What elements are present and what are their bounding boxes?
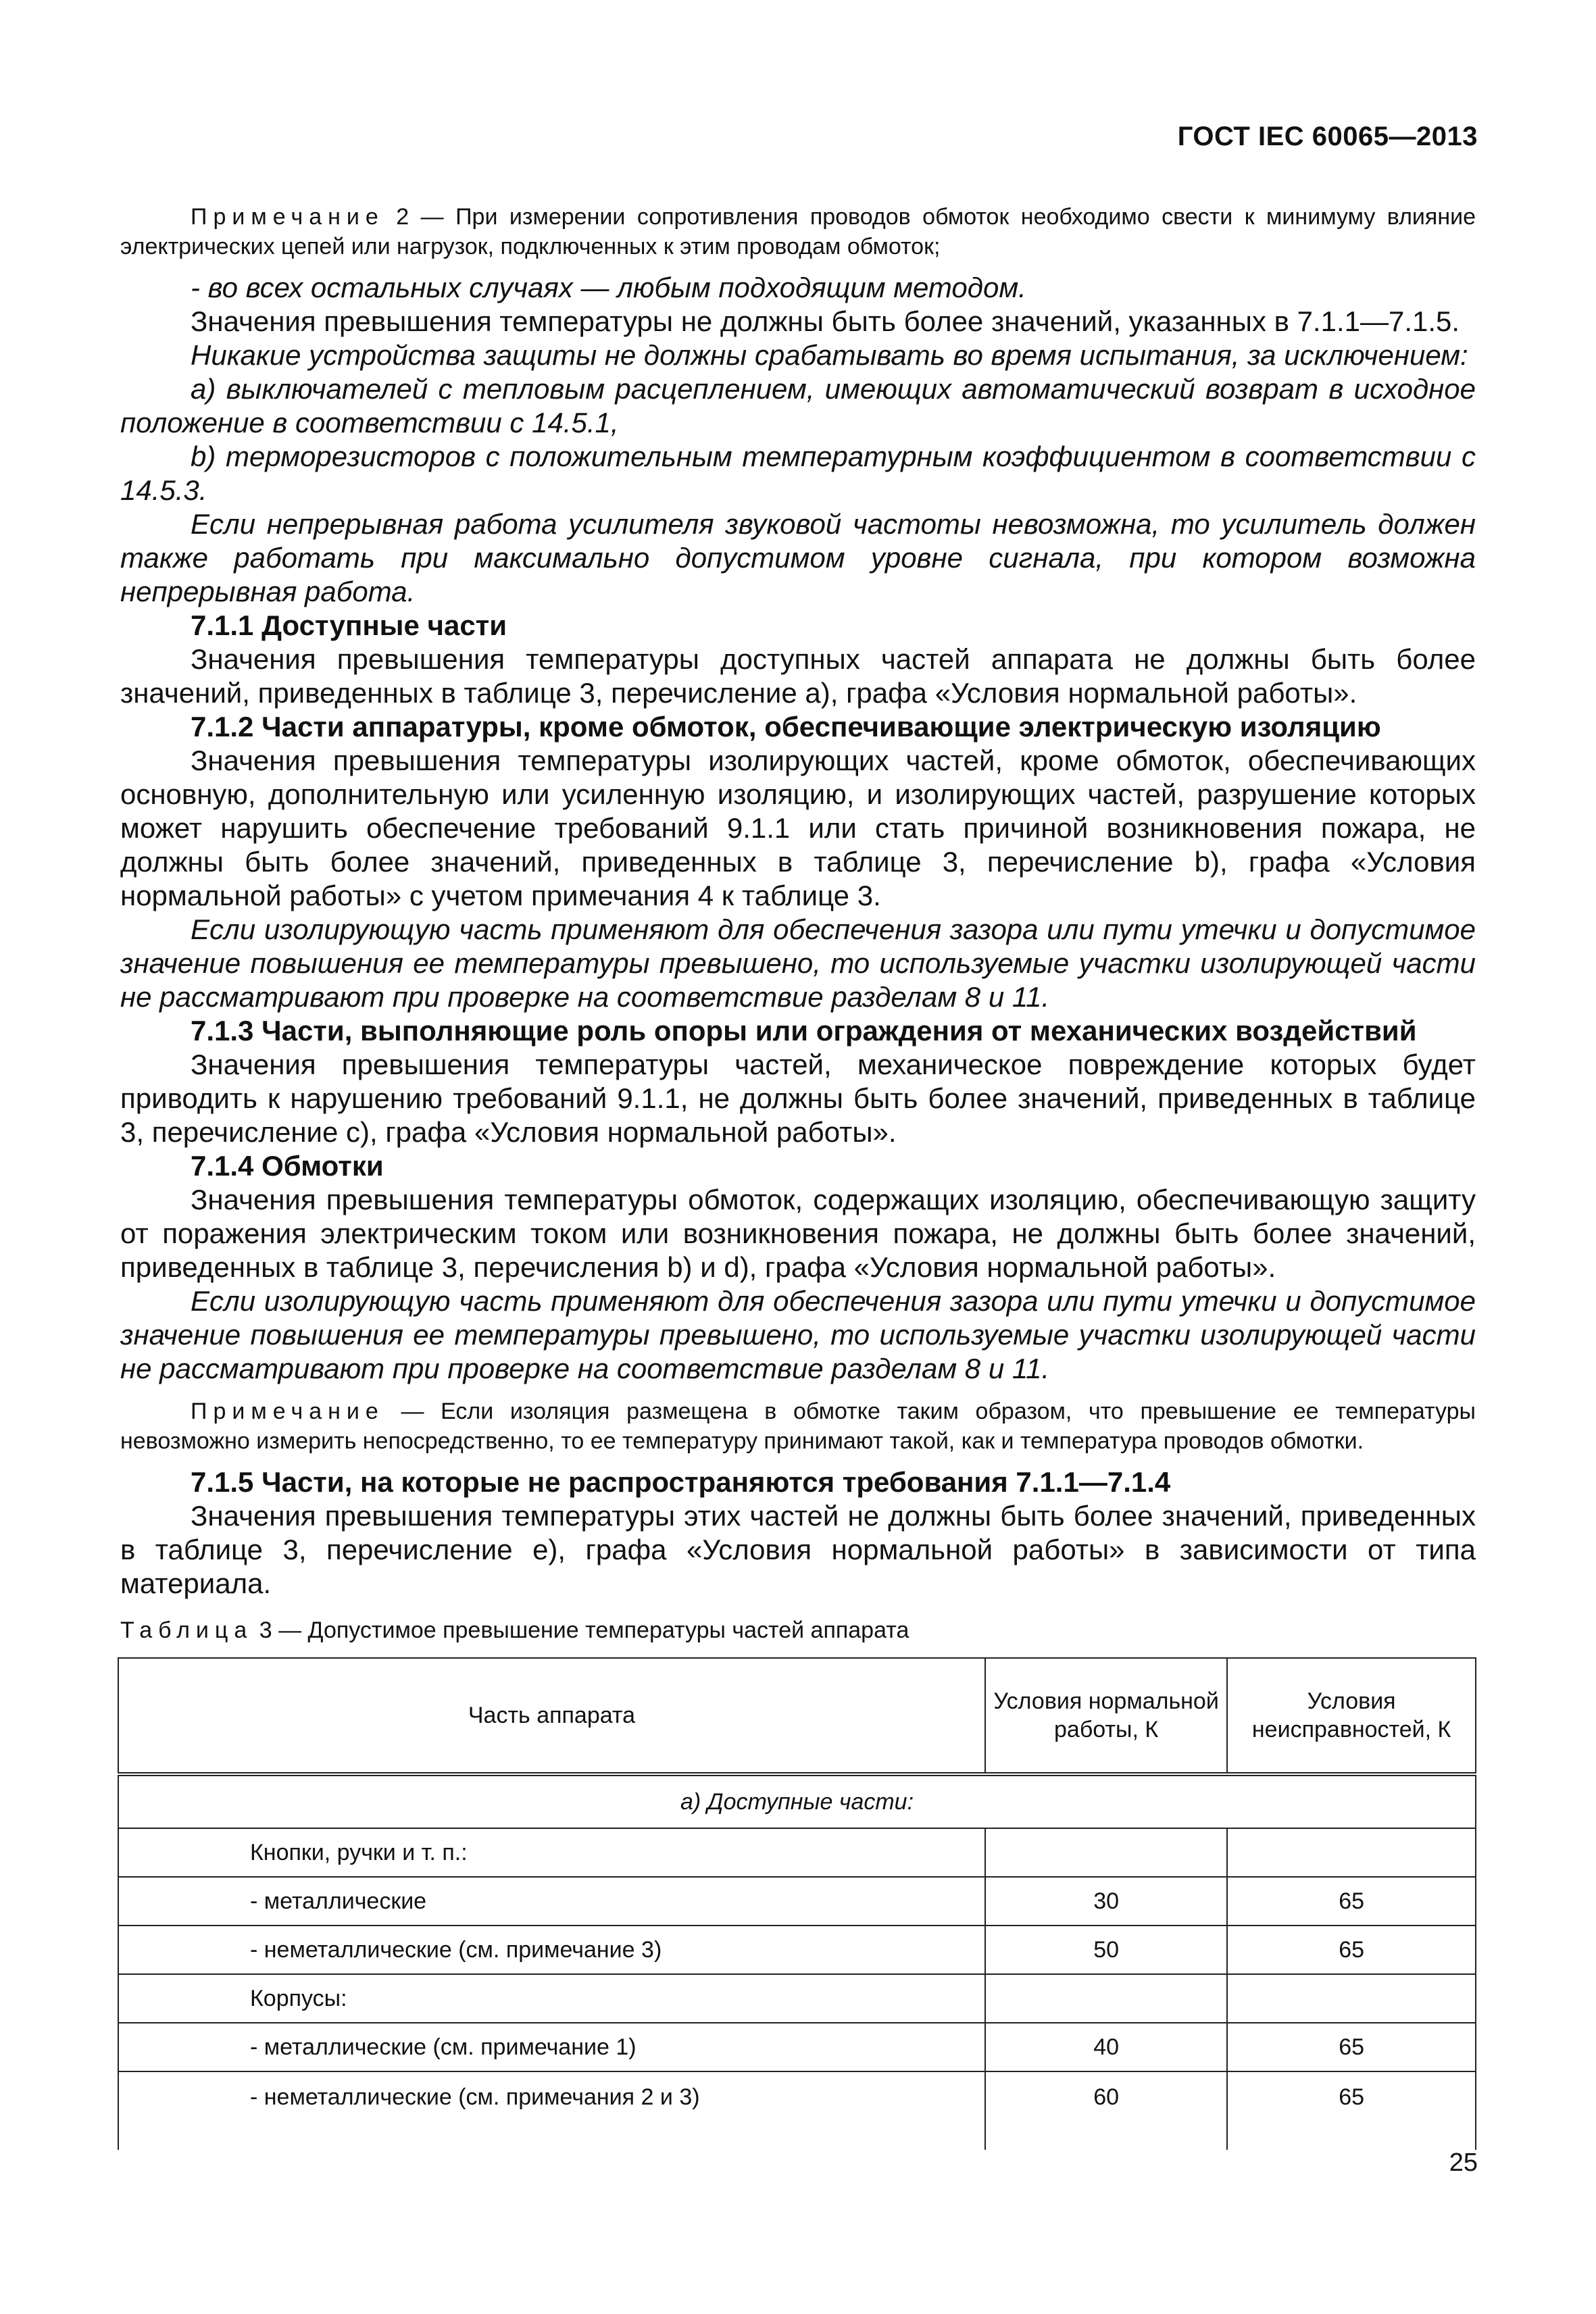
table-cell-normal: 40 bbox=[985, 2023, 1227, 2071]
paragraph: Значения превышения температуры обмоток, содержащих изоляцию, обеспечивающую защиту от поражения электрическим током или возникновения пожара, не должны быть более значений, приведенных в таблице 3, перечисления b) и d), графа «Условия нормальной работы». bbox=[120, 1184, 1476, 1283]
section-heading-7-1-5: 7.1.5 Части, на которые не распространяются требования 7.1.1—7.1.4 bbox=[191, 1466, 1171, 1498]
table-cell-normal: 60 bbox=[985, 2071, 1227, 2150]
table-cell-fault: 65 bbox=[1227, 2071, 1476, 2150]
paragraph: Значения превышения температуры этих частей не должны быть более значений, приведенных в таблице 3, перечисление е), графа «Условия нормальной работы» в зависимости от типа материала. bbox=[120, 1500, 1476, 1599]
table-cell-part: - неметаллические (см. примечание 3) bbox=[118, 1926, 985, 1974]
paragraph: b) терморезисторов с положительным температурным коэффициентом в соответствии с 14.5.3. bbox=[120, 441, 1476, 506]
page-number: 25 bbox=[1449, 2148, 1478, 2177]
table-cell-part: - неметаллические (см. примечания 2 и 3) bbox=[118, 2071, 985, 2150]
paragraph: Если непрерывная работа усилителя звуковой частоты невозможна, то усилитель должен также работать при максимально допустимом уровне сигнала, при котором возможна непрерывная работа. bbox=[120, 508, 1476, 607]
table-cell-fault: 65 bbox=[1227, 1877, 1476, 1926]
table-cell-part: Кнопки, ручки и т. п.: bbox=[118, 1828, 985, 1877]
table-row bbox=[118, 1974, 1476, 2023]
note-text: 2 — При измерении сопротивления проводов обмоток необходимо свести к минимуму влияние электрических цепей или нагрузок, подключенных к этим проводам обмоток; bbox=[120, 204, 1476, 259]
table-cell-part: - металлические bbox=[118, 1877, 985, 1926]
table-cell-normal: 50 bbox=[985, 1926, 1227, 1974]
table-cell-normal bbox=[985, 1974, 1227, 2023]
section-heading-7-1-1: 7.1.1 Доступные части bbox=[191, 609, 507, 641]
note-label: Примечание bbox=[191, 204, 384, 230]
table-cell-fault bbox=[1227, 1828, 1476, 1877]
table-cell-normal bbox=[985, 1828, 1227, 1877]
table-cell-fault bbox=[1227, 1974, 1476, 2023]
paragraph: Если изолирующую часть применяют для обеспечения зазора или пути утечки и допустимое значение повышения ее температуры превышено, то используемые участки изолирующей части не рассматривают при проверке на соответствие разделам 8 и 11. bbox=[120, 913, 1476, 1013]
column-header-normal: Условия нормальной работы, К bbox=[985, 1658, 1227, 1774]
note-label: Примечание bbox=[191, 1399, 384, 1424]
note-2 bbox=[120, 202, 1476, 261]
page-content bbox=[120, 199, 1476, 2150]
table-cell-part: Корпусы: bbox=[118, 1974, 985, 2023]
table-cell-fault: 65 bbox=[1227, 2023, 1476, 2071]
note bbox=[120, 1397, 1476, 1456]
table-row bbox=[118, 1877, 1476, 1926]
paragraph: Значения превышения температуры изолирующих частей, кроме обмоток, обеспечивающих основную, дополнительную или усиленную изоляцию, и изолирующих частей, разрушение которых может нарушить обеспечение требований 9.1.1 или стать причиной возникновения пожара, не должны быть более значений, приведенных в таблице 3, перечисление b), графа «Условия нормальной работы» с учетом примечания 4 к таблице 3. bbox=[120, 745, 1476, 911]
section-heading-7-1-4: 7.1.4 Обмотки bbox=[191, 1150, 384, 1182]
document-id: ГОСТ IEC 60065—2013 bbox=[1177, 122, 1478, 151]
note-text: — Если изоляция размещена в обмотке таким образом, что превышение ее температуры невозможно измерить непосредственно, то ее температуру принимают такой, как и температура проводов обмотки. bbox=[120, 1399, 1476, 1454]
table-row bbox=[118, 1828, 1476, 1877]
table-caption-text: 3 — Допустимое превышение температуры частей аппарата bbox=[253, 1617, 909, 1643]
table-row bbox=[118, 2071, 1476, 2150]
paragraph: Значения превышения температуры доступных частей аппарата не должны быть более значений, приведенных в таблице 3, перечисление а), графа «Условия нормальной работы». bbox=[120, 643, 1476, 709]
paragraph: Никакие устройства защиты не должны срабатывать во время испытания, за исключением: bbox=[191, 339, 1468, 371]
table-cell-normal: 30 bbox=[985, 1877, 1227, 1926]
table-row bbox=[118, 1926, 1476, 1974]
column-header-fault: Условия неисправностей, К bbox=[1227, 1658, 1476, 1774]
paragraph: Если изолирующую часть применяют для обеспечения зазора или пути утечки и допустимое значение повышения ее температуры превышено, то используемые участки изолирующей части не рассматривают при проверке на соответствие разделам 8 и 11. bbox=[120, 1285, 1476, 1384]
table-section-row bbox=[118, 1774, 1476, 1828]
table-cell-part: - металлические (см. примечание 1) bbox=[118, 2023, 985, 2071]
table-caption bbox=[120, 1615, 1476, 1645]
section-heading-7-1-3: 7.1.3 Части, выполняющие роль опоры или ограждения от механических воздействий bbox=[191, 1015, 1417, 1047]
column-header-part: Часть аппарата bbox=[118, 1658, 985, 1774]
table-header-row bbox=[118, 1658, 1476, 1774]
table-caption-label: Таблица bbox=[120, 1617, 253, 1643]
section-heading-7-1-2: 7.1.2 Части аппаратуры, кроме обмоток, обеспечивающие электрическую изоляцию bbox=[191, 711, 1381, 743]
paragraph: а) выключателей с тепловым расцеплением, имеющих автоматический возврат в исходное положение в соответствии с 14.5.1, bbox=[120, 373, 1476, 438]
paragraph: - во всех остальных случаях — любым подходящим методом. bbox=[191, 272, 1026, 303]
table-row bbox=[118, 2023, 1476, 2071]
table-cell-fault: 65 bbox=[1227, 1926, 1476, 1974]
table-3 bbox=[118, 1657, 1476, 2150]
paragraph: Значения превышения температуры частей, механическое повреждение которых будет приводить к нарушению требований 9.1.1, не должны быть более значений, приведенных в таблице 3, перечисление с), графа «Условия нормальной работы». bbox=[120, 1049, 1476, 1148]
table-section-label: а) Доступные части: bbox=[118, 1774, 1476, 1828]
paragraph: Значения превышения температуры не должны быть более значений, указанных в 7.1.1—7.1.5. bbox=[191, 305, 1460, 337]
